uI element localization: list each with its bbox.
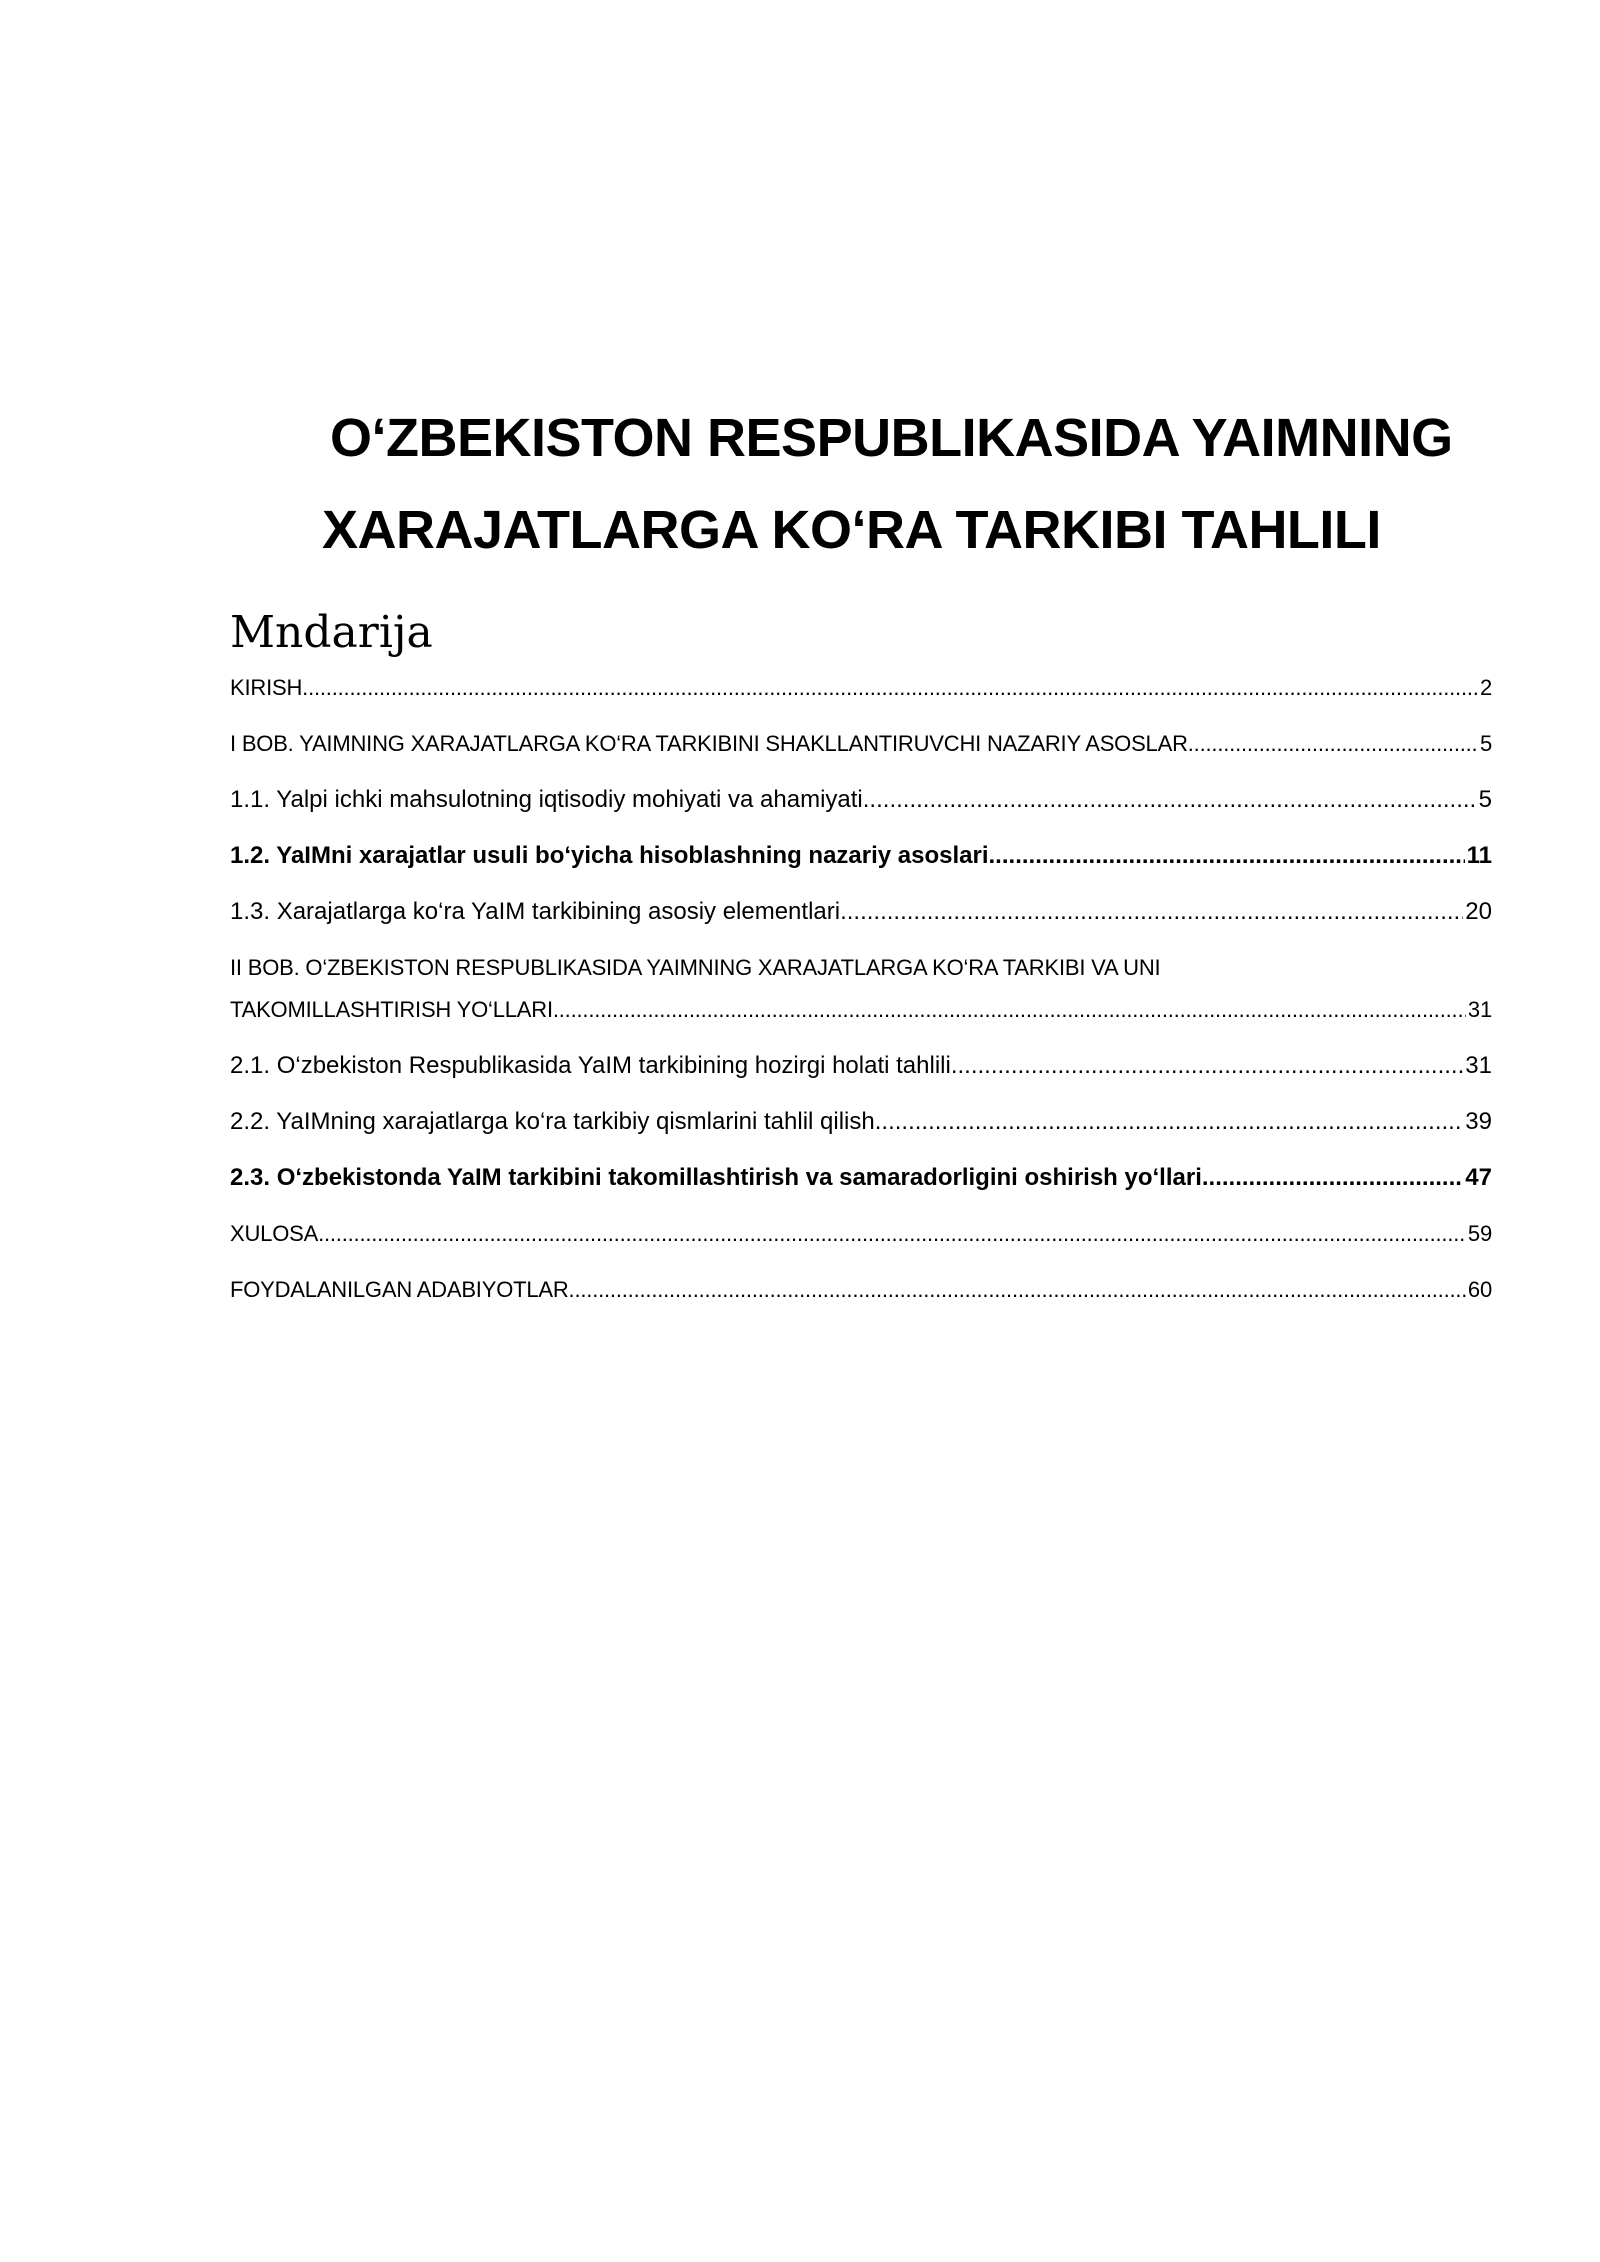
toc-entry-label: 2.2. YaIMning xarajatlarga ko‘ra tarkibiy qismlarini tahlil qilish [230,1108,875,1135]
toc-dot-leader [875,1101,1464,1143]
toc-page-number: 31 [1467,997,1492,1022]
toc-entry-section-1-3[interactable] [230,891,1492,933]
toc-entry-label: I BOB. YAIMNING XARAJATLARGA KO‘RA TARKIBINI SHAKLLANTIRUVCHI NAZARIY ASOSLAR [230,731,1188,756]
toc-entry-label: FOYDALANILGAN ADABIYOTLAR [230,1277,569,1302]
toc-entry-label: 1.1. Yalpi ichki mahsulotning iqtisodiy mohiyati va ahamiyati [230,786,863,813]
toc-dot-leader [1188,723,1478,765]
toc-dot-leader [840,891,1463,933]
toc-entry-xulosa[interactable] [230,1213,1492,1255]
toc-entry-label: TAKOMILLASHTIRISH YO‘LLARI [230,997,553,1022]
toc-entry-chapter-1[interactable] [230,723,1492,765]
toc-entry-section-1-1[interactable] [230,779,1492,821]
toc-page-number: 2 [1479,675,1492,700]
toc-page-number: 39 [1465,1108,1492,1135]
toc-dot-leader [318,1213,1466,1255]
toc-dot-leader [863,779,1477,821]
toc-dot-leader [553,989,1466,1031]
toc-page-number: 47 [1465,1164,1492,1191]
toc-entry-section-2-3[interactable] [230,1157,1492,1199]
toc-page-number: 5 [1479,731,1492,756]
document-title-line-2: XARAJATLARGA KO‘RA TARKIBI TAHLILI [322,500,1381,560]
toc-page-number: 5 [1478,786,1492,813]
toc-dot-leader [951,1045,1463,1087]
toc-page-number: 60 [1467,1277,1492,1302]
toc-entry-label: 1.2. YaIMni xarajatlar usuli bo‘yicha hisoblashning nazariy asoslari [230,842,989,869]
toc-dot-leader [569,1269,1466,1311]
toc-entry-section-2-2[interactable] [230,1101,1492,1143]
document-title [0,392,1600,576]
toc-page-number: 59 [1467,1221,1492,1246]
toc-page-number: 31 [1465,1052,1492,1079]
toc-entry-label: 2.1. O‘zbekiston Respublikasida YaIM tarkibining hozirgi holati tahlili [230,1052,951,1079]
toc-entry-label: XULOSA [230,1221,319,1246]
toc-heading: Mndarija [230,607,433,658]
toc-entry-section-2-1[interactable] [230,1045,1492,1087]
toc-entry-section-1-2[interactable] [230,835,1492,877]
toc-dot-leader [1202,1157,1463,1199]
toc-page-number: 11 [1466,842,1492,869]
toc-entry-references[interactable] [230,1269,1492,1311]
document-title-line-1: O‘ZBEKISTON RESPUBLIKASIDA YAIMNING [330,408,1453,468]
toc-entry-label-line-1: II BOB. O‘ZBEKISTON RESPUBLIKASIDA YAIMNING XARAJATLARGA KO‘RA TARKIBI VA UNI [230,955,1161,980]
toc-entry-kirish[interactable] [230,667,1492,709]
toc-dot-leader [302,667,1478,709]
toc-entry-label: 1.3. Xarajatlarga ko‘ra YaIM tarkibining asosiy elementlari [230,898,841,925]
toc-entry-label: 2.3. O‘zbekistonda YaIM tarkibini takomillashtirish va samaradorligini oshirish yo‘llari [230,1164,1202,1191]
toc-page-number: 20 [1465,898,1492,925]
table-of-contents [230,667,1492,1311]
toc-dot-leader [989,835,1465,877]
toc-entry-chapter-2[interactable] [230,947,1492,1031]
toc-entry-label: KIRISH [230,675,303,700]
